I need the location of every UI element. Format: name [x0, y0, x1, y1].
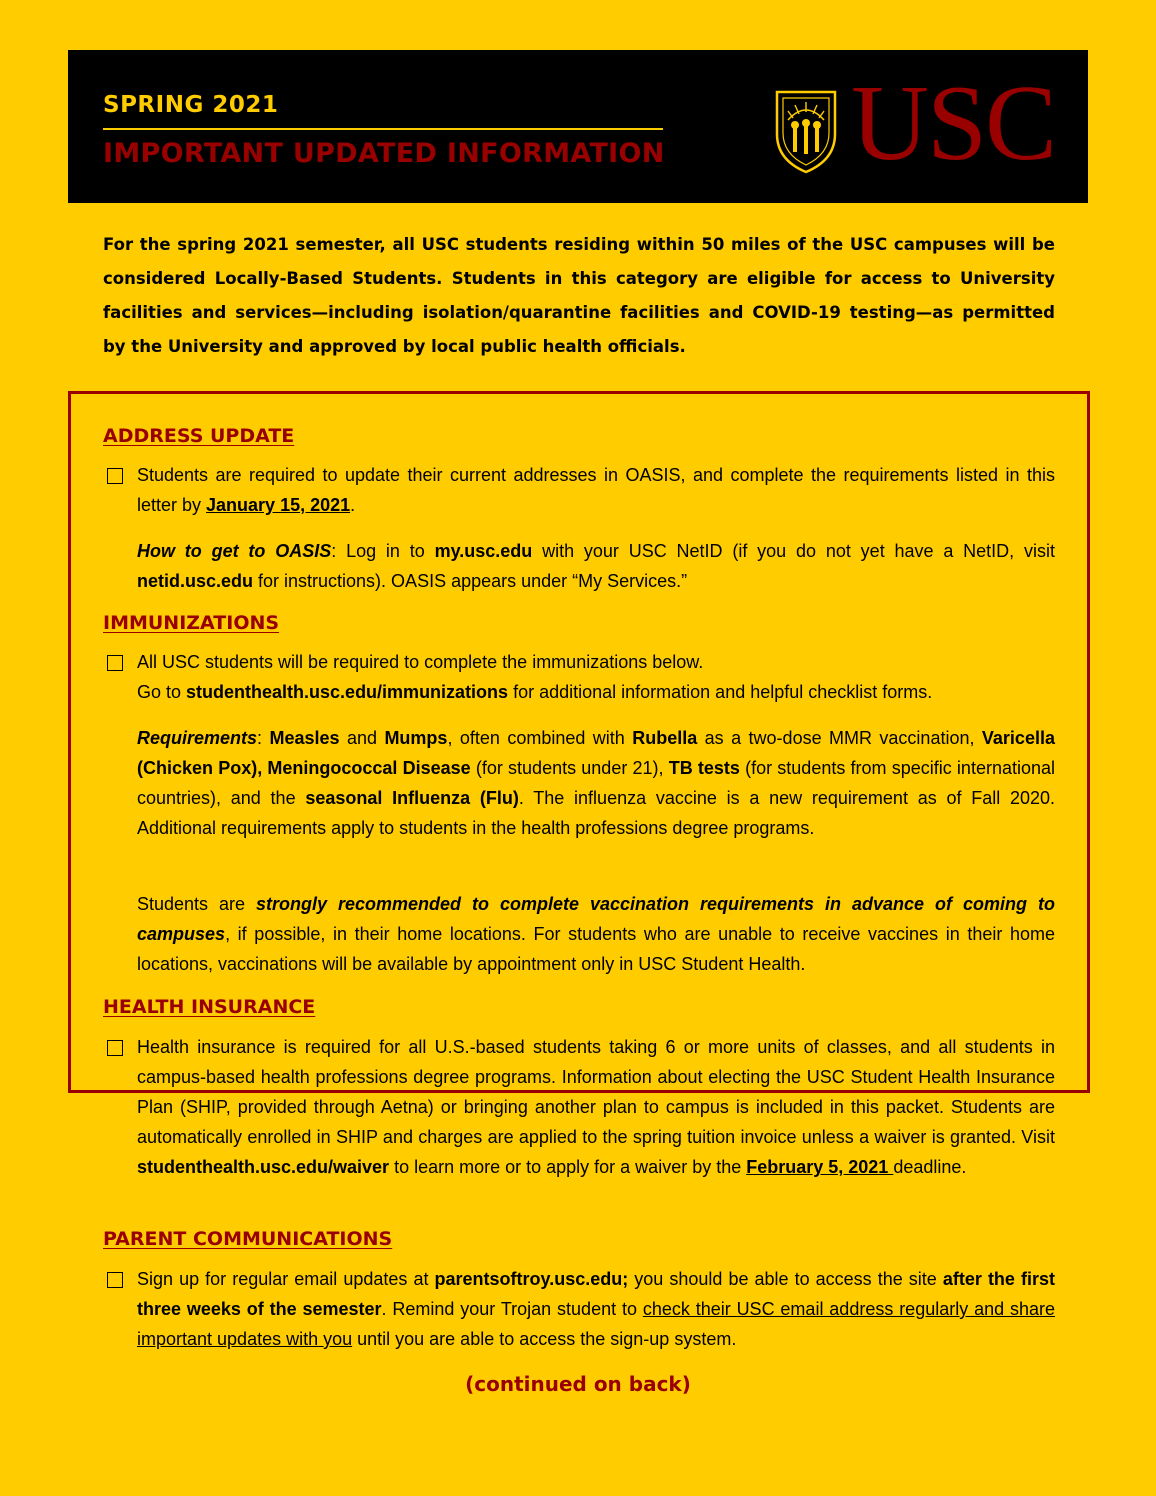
section-heading-immunizations: IMMUNIZATIONS: [103, 612, 280, 634]
title-divider: [103, 128, 663, 130]
parent-item: Sign up for regular email updates at parentsoftroy.usc.edu; you should be able to access the site after the first three weeks of the semester. Remind your Trojan student to check their USC email address regularly and share important updates with you until you are able to access the sign-up system.: [137, 1269, 1055, 1349]
immunization-requirements: Requirements: Measles and Mumps, often combined with Rubella as a two-dose MMR vaccination, Varicella (Chicken Pox), Meningococcal Disease (for students under 21), TB tests (for students from specific international countries), and the seasonal Influenza (Flu). The influenza vaccine is a new requirement as of Fall 2020. Additional requirements apply to students in the health professions degree programs.: [137, 728, 1056, 838]
continued-note: (continued on back): [465, 1372, 691, 1396]
address-checkbox[interactable]: [107, 468, 123, 484]
parentsoftroy-link[interactable]: parentsoftroy.usc.edu;: [434, 1269, 629, 1289]
insurance-checkbox[interactable]: [107, 1040, 123, 1056]
page-title: SPRING 2021: [103, 92, 279, 118]
vaccination-recommendation: Students are strongly recommended to complete vaccination requirements in advance of coming to campuses, if possible, in their home locations. For students who are unable to receive vaccines in their home locations, vaccinations will be available by appointment only in USC Student Health.: [137, 894, 1055, 974]
section-heading-address: ADDRESS UPDATE: [103, 425, 295, 447]
netid-link[interactable]: netid.usc.edu: [137, 571, 254, 591]
parent-checkbox[interactable]: [107, 1272, 123, 1288]
oasis-instructions: How to get to OASIS: Log in to my.usc.edu with your USC NetID (if you do not yet have a NetID, visit netid.usc.edu for instructions). OASIS appears under “My Services.”: [137, 541, 1055, 591]
usc-logo-text: USC: [851, 64, 1056, 183]
intro-paragraph: For the spring 2021 semester, all USC students residing within 50 miles of the USC campuses will be considered Locally-Based Students. Students in this category are eligible for access to University facilities and services—including isolation/quarantine facilities and COVID-19 testing—as permitted by the University and approved by local public health officials.: [103, 235, 1055, 356]
section-heading-parent: PARENT COMMUNICATIONS: [103, 1228, 393, 1250]
header-banner: [68, 50, 1088, 203]
immunizations-checkbox[interactable]: [107, 655, 123, 671]
insurance-item: Health insurance is required for all U.S.-based students taking 6 or more units of classes, and all students in campus-based health professions degree programs. Information about electing the USC Student Health Insurance Plan (SHIP, provided through Aetna) or bringing another plan to campus is included in this packet. Students are automatically enrolled in SHIP and charges are applied to the spring tuition invoice unless a waiver is granted. Visit studenthealth.usc.edu/waiver to learn more or to apply for a waiver by the February 5, 2021 deadline.: [137, 1037, 1055, 1177]
immunizations-item: All USC students will be required to complete the immunizations below. Go to studenthealth.usc.edu/immunizations for additional information and helpful checklist forms.: [137, 652, 933, 702]
page-subtitle: IMPORTANT UPDATED INFORMATION: [103, 138, 665, 169]
usc-seal-icon: [771, 84, 841, 174]
address-deadline: January 15, 2021: [206, 495, 351, 515]
section-heading-insurance: HEALTH INSURANCE: [103, 996, 316, 1018]
immunizations-link[interactable]: studenthealth.usc.edu/immunizations: [186, 682, 509, 702]
waiver-link[interactable]: studenthealth.usc.edu/waiver: [137, 1157, 390, 1177]
myusc-link[interactable]: my.usc.edu: [434, 541, 533, 561]
address-item: Students are required to update their current addresses in OASIS, and complete the requirements listed in this letter by January 15, 2021.: [137, 465, 1055, 515]
waiver-deadline: February 5, 2021: [746, 1157, 894, 1177]
